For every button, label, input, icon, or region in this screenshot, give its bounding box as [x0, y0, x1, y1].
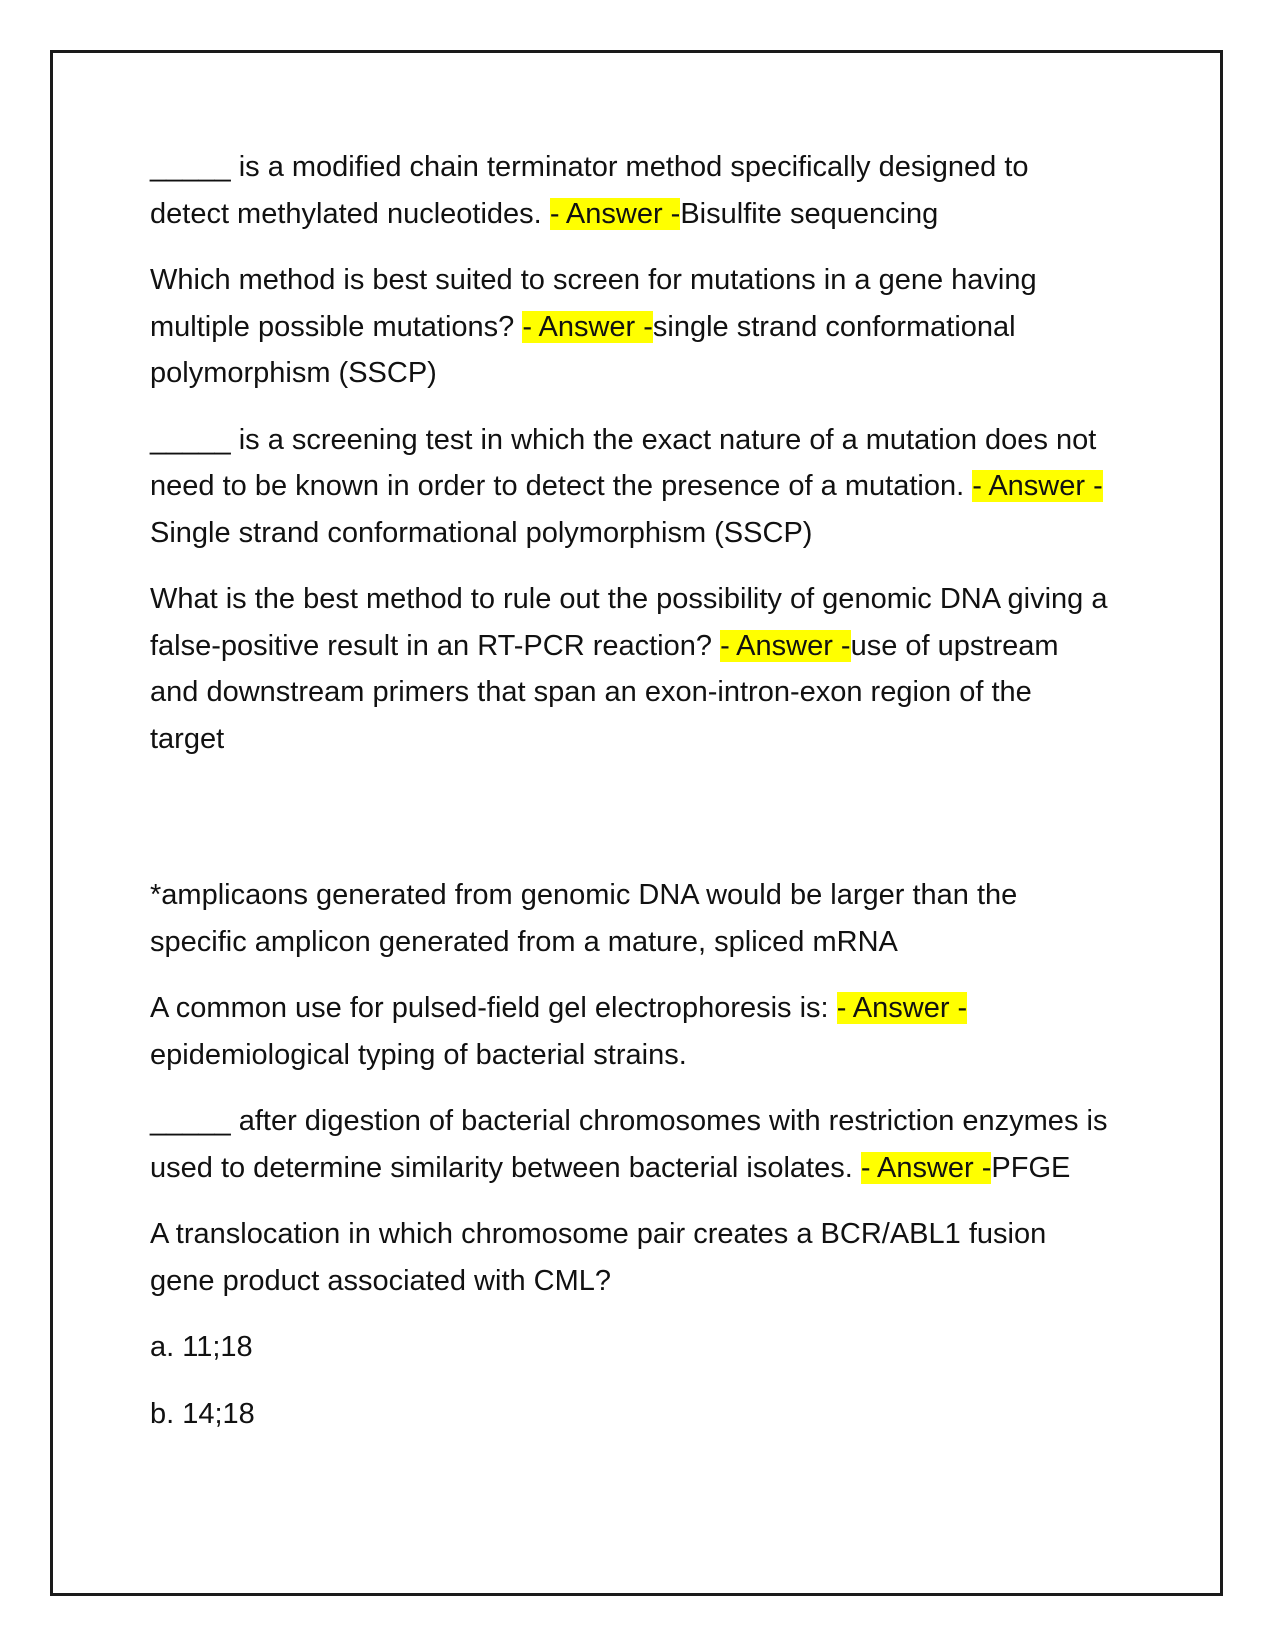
question-text: What is the best method to rule out the possibility of genomic DNA giving a false-positive result in an RT-PCR reaction?: [150, 583, 1108, 662]
qa-item-4: [150, 576, 1110, 762]
qa-item-5: [150, 985, 1110, 1078]
question-text: _____ is a modified chain terminator method specifically designed to detect methylated nucleotides.: [150, 151, 1029, 230]
answer-text: use of upstream and downstream primers that span an exon-intron-exon region of the target: [150, 629, 1059, 755]
qa-item-2: [150, 257, 1110, 397]
question-text: _____ after digestion of bacterial chromosomes with restriction enzymes is used to determine similarity between bacterial isolates.: [150, 1105, 1108, 1184]
note-text: *amplicaons generated from genomic DNA would be larger than the specific amplicon generated from a mature, spliced mRNA: [150, 879, 1018, 958]
option-b: b. 14;18: [150, 1397, 255, 1430]
answer-marker: - Answer -: [836, 992, 968, 1024]
final-question: A translocation in which chromosome pair creates a BCR/ABL1 fusion gene product associated with CML?: [150, 1218, 1047, 1297]
answer-text: single strand conformational polymorphism (SSCP): [150, 310, 1016, 389]
question-text: Which method is best suited to screen for mutations in a gene having multiple possible mutations?: [150, 264, 1037, 343]
answer-marker: - Answer -: [522, 310, 653, 343]
question-text: A common use for pulsed-field gel electrophoresis is:: [150, 992, 829, 1024]
answer-marker: - Answer -: [549, 197, 681, 230]
answer-text: Bisulfite sequencing: [680, 197, 939, 230]
answer-text: epidemiological typing of bacterial strains.: [150, 1038, 687, 1071]
answer-marker: - Answer -: [972, 470, 1103, 502]
option-a: a. 11;18: [150, 1331, 253, 1363]
qa-item-3: [150, 417, 1110, 557]
document-body: [150, 144, 1110, 1457]
question-text: _____ is a screening test in which the exact nature of a mutation does not need to be known in order to detect the presence of a mutation.: [150, 423, 1097, 502]
answer-text: PFGE: [991, 1151, 1071, 1184]
answer-text: Single strand conformational polymorphism (SSCP): [150, 516, 813, 549]
answer-marker: - Answer -: [720, 629, 851, 662]
qa-item-1: [150, 144, 1110, 237]
qa-item-6: [150, 1098, 1110, 1191]
answer-marker: - Answer -: [860, 1151, 992, 1184]
